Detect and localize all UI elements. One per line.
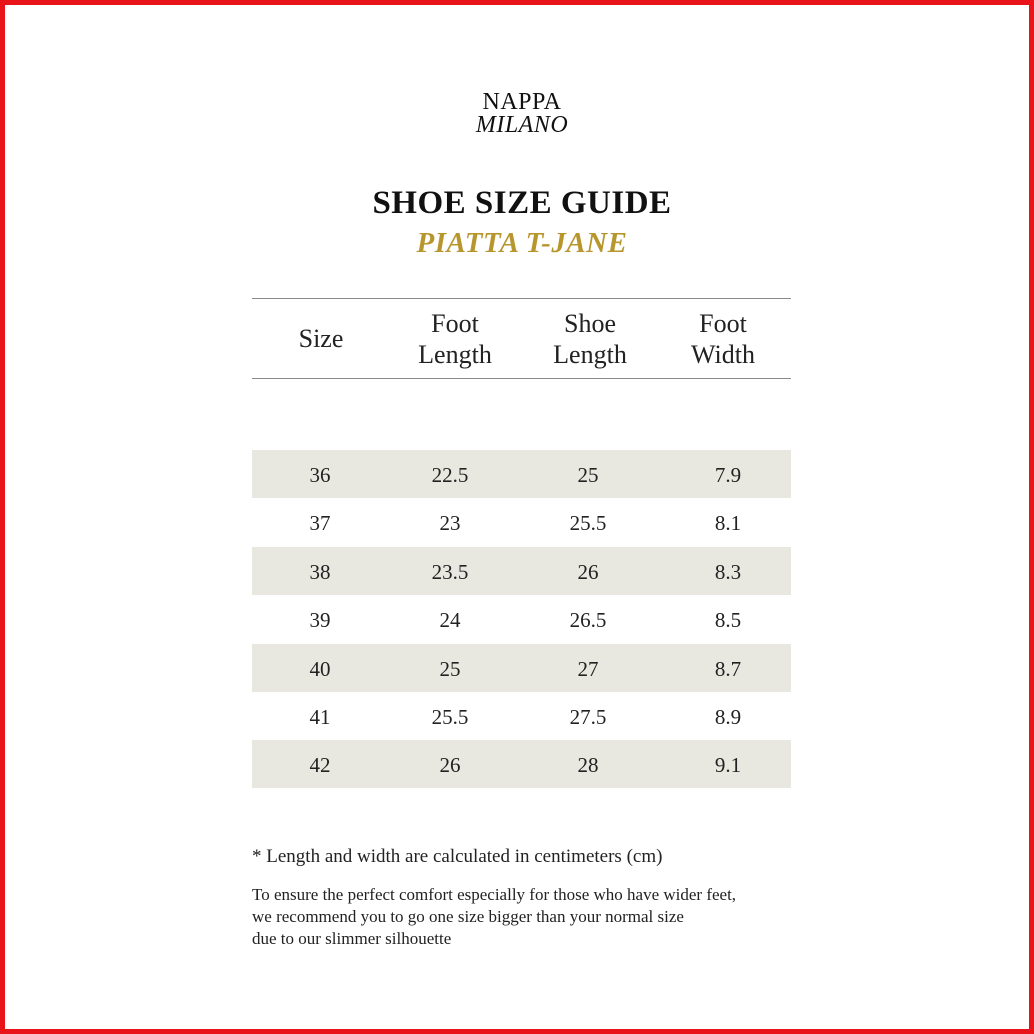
size-table-header bbox=[252, 298, 791, 379]
cell-shoe-length: 25.5 bbox=[569, 511, 607, 535]
cell-shoe-length: 27.5 bbox=[569, 705, 607, 729]
cell-foot-length: 24 bbox=[439, 608, 461, 632]
cell-foot-width: 7.9 bbox=[714, 463, 742, 487]
cell-size: 38 bbox=[309, 560, 331, 584]
cell-size: 39 bbox=[309, 608, 331, 632]
header-shoe-length-line1: Shoe bbox=[564, 308, 616, 338]
cell-size: 40 bbox=[309, 657, 331, 681]
cell-foot-length: 26 bbox=[439, 753, 461, 777]
cell-shoe-length: 27 bbox=[577, 657, 599, 681]
cell-foot-width: 8.7 bbox=[714, 657, 742, 681]
table-row bbox=[252, 595, 791, 643]
cell-foot-length: 25.5 bbox=[431, 705, 469, 729]
cell-foot-length: 25 bbox=[439, 657, 461, 681]
cell-foot-width: 9.1 bbox=[714, 753, 742, 777]
header-size-label: Size bbox=[298, 324, 344, 353]
table-row bbox=[252, 692, 791, 740]
header-foot-length-line2: Length bbox=[418, 339, 492, 369]
table-row bbox=[252, 740, 791, 788]
table-row bbox=[252, 644, 791, 692]
fit-advice-line2: we recommend you to go one size bigger than your normal size bbox=[252, 907, 684, 926]
cell-size: 36 bbox=[309, 463, 331, 487]
header-size bbox=[252, 299, 390, 378]
header-foot-length bbox=[387, 299, 523, 378]
cell-shoe-length: 26.5 bbox=[569, 608, 607, 632]
header-foot-width-line2: Width bbox=[691, 339, 755, 369]
cell-size: 41 bbox=[309, 705, 331, 729]
table-row bbox=[252, 450, 791, 498]
page-title: SHOE SIZE GUIDE bbox=[372, 185, 672, 221]
cell-foot-width: 8.3 bbox=[714, 560, 742, 584]
cell-shoe-length: 25 bbox=[577, 463, 599, 487]
cell-foot-width: 8.9 bbox=[714, 705, 742, 729]
header-foot-length-line1: Foot bbox=[431, 308, 479, 338]
header-shoe-length bbox=[522, 299, 658, 378]
brand-logo-line1: NAPPA bbox=[482, 89, 562, 115]
cell-foot-width: 8.1 bbox=[714, 511, 742, 535]
cell-foot-length: 23 bbox=[439, 511, 461, 535]
fit-advice bbox=[252, 884, 736, 950]
cell-size: 37 bbox=[309, 511, 331, 535]
table-row bbox=[252, 547, 791, 595]
cell-foot-width: 8.5 bbox=[714, 608, 742, 632]
product-subtitle: PIATTA T-JANE bbox=[416, 227, 628, 259]
header-shoe-length-line2: Length bbox=[553, 339, 627, 369]
brand-logo-line2: MILANO bbox=[475, 112, 569, 138]
header-foot-width-line1: Foot bbox=[699, 308, 747, 338]
table-row bbox=[252, 498, 791, 546]
cell-foot-length: 22.5 bbox=[431, 463, 469, 487]
measurement-note: * Length and width are calculated in centimeters (cm) bbox=[252, 846, 663, 867]
header-foot-width bbox=[655, 299, 791, 378]
fit-advice-line1: To ensure the perfect comfort especially for those who have wider feet, bbox=[252, 885, 737, 904]
cell-shoe-length: 26 bbox=[577, 560, 599, 584]
cell-size: 42 bbox=[309, 753, 331, 777]
cell-shoe-length: 28 bbox=[577, 753, 599, 777]
fit-advice-line3: due to our slimmer silhouette bbox=[252, 929, 452, 948]
cell-foot-length: 23.5 bbox=[431, 560, 469, 584]
